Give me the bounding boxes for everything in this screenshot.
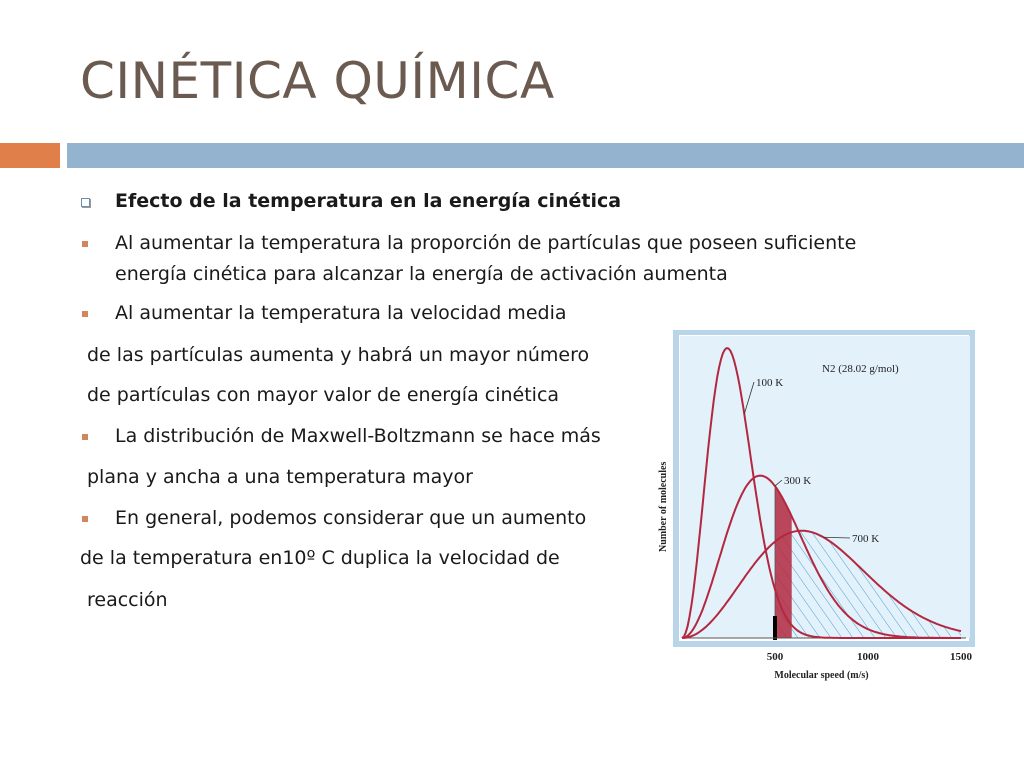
text-line-10: reacción <box>87 589 168 611</box>
text-line-9: de la temperatura en10º C duplica la velocidad de <box>80 547 560 569</box>
x-axis-label: Molecular speed (m/s) <box>774 670 869 681</box>
curve-label: 700 K <box>852 533 880 545</box>
x-tick-label: 1000 <box>857 651 879 663</box>
section-heading: Efecto de la temperatura en la energía cinética <box>115 190 622 212</box>
text-line-8: En general, podemos considerar que un aumento <box>115 507 587 529</box>
accent-bar-blue <box>67 143 1024 168</box>
bullet-icon <box>82 241 88 247</box>
maxwell-boltzmann-chart <box>648 330 978 685</box>
slide-title: CINÉTICA QUÍMICA <box>80 52 555 110</box>
curve-label: 100 K <box>756 377 784 389</box>
text-line-7: plana y ancha a una temperatura mayor <box>87 466 473 488</box>
text-line-5: de partículas con mayor valor de energía cinética <box>87 384 560 406</box>
text-line-4: de las partículas aumenta y habrá un mayor número <box>87 344 590 366</box>
chart-title: N2 (28.02 g/mol) <box>822 363 899 375</box>
accent-bar-orange <box>0 143 60 168</box>
bullet-icon <box>82 311 88 317</box>
bullet-icon <box>82 434 88 440</box>
y-axis-label: Number of molecules <box>658 461 669 552</box>
text-line-6: La distribución de Maxwell-Boltzmann se hace más <box>115 425 601 447</box>
text-line-3: Al aumentar la temperatura la velocidad media <box>115 302 567 324</box>
text-line-2: energía cinética para alcanzar la energía de activación aumenta <box>115 263 728 285</box>
x-tick-label: 500 <box>766 651 784 663</box>
text-line-1: Al aumentar la temperatura la proporción de partículas que poseen suficiente <box>115 232 857 254</box>
chart-svg <box>648 330 978 685</box>
x-tick-label: 1500 <box>950 651 972 663</box>
bullet-icon <box>82 516 88 522</box>
square-bullet-icon <box>81 198 90 207</box>
curve-label: 300 K <box>784 475 812 487</box>
